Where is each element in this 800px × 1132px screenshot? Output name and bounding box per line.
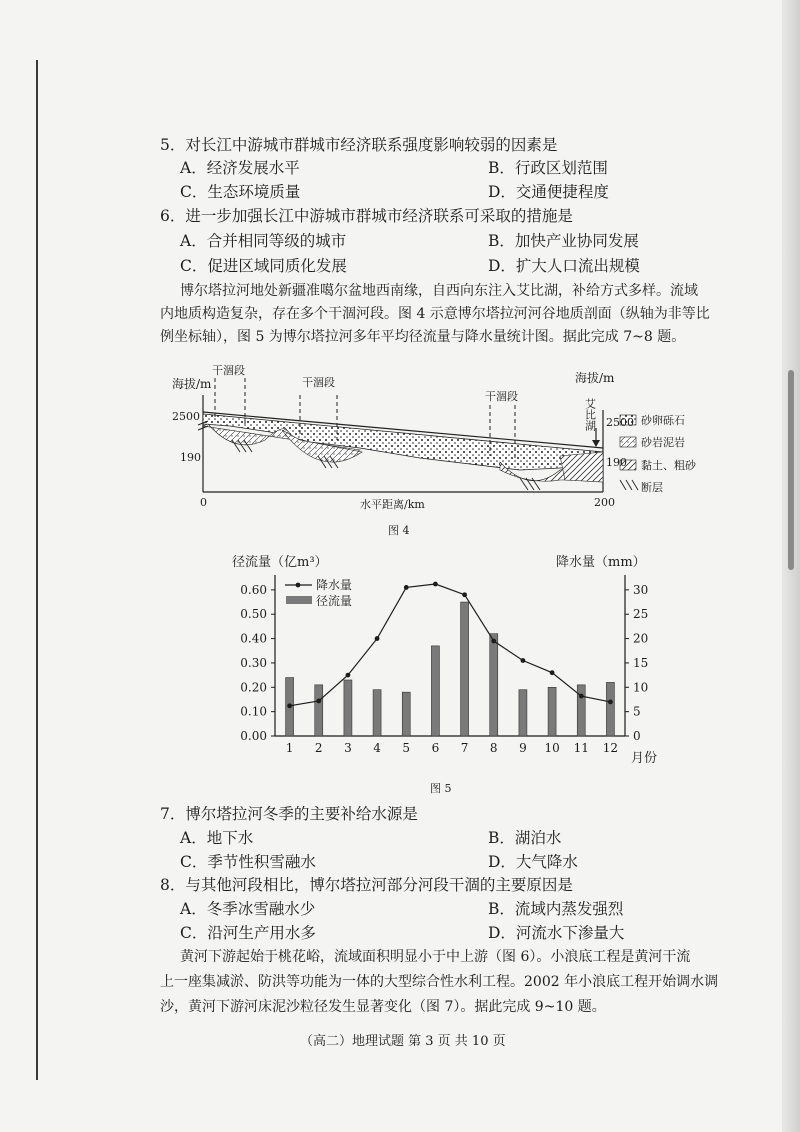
q8-option-b: B．流域内蒸发强烈: [488, 900, 624, 918]
fig4-dry-label-1: 干涸段: [212, 364, 245, 377]
chart-bar-runoff: [344, 680, 352, 736]
chart-ytick-label-right: 15: [633, 655, 649, 670]
q6-option-b: B．加快产业协同发展: [488, 232, 639, 250]
chart-point-precipitation: [491, 639, 496, 644]
fig4-legend-clay: 黏土、粗砂: [641, 459, 696, 472]
fig4-dry-label-2: 干涸段: [302, 376, 335, 389]
chart-bar-runoff: [519, 690, 527, 736]
fig4-ylabel-left: 海拔/m: [172, 377, 212, 391]
fig4-legend-fault: 断层: [641, 481, 663, 494]
fig4-x-end: 200: [594, 496, 615, 509]
q6-option-d: D．扩大人口流出规模: [488, 257, 640, 275]
fig4-legend-sandstone: 砂岩泥岩: [641, 436, 685, 449]
figure-5-chart: [0, 540, 800, 800]
chart-point-precipitation: [462, 592, 467, 597]
chart-ytick-label-left: 0.50: [240, 607, 267, 622]
q6-option-c: C．促进区域同质化发展: [180, 257, 347, 275]
chart-ytick-label-right: 25: [633, 607, 649, 622]
chart-point-precipitation: [375, 636, 380, 641]
fig4-y-high-left: 2500: [172, 410, 200, 423]
passage1-line1: 博尔塔拉河地处新疆准噶尔盆地西南缘，自西向东注入艾比湖，补给方式多样。流域: [180, 283, 698, 299]
chart-point-precipitation: [433, 582, 438, 587]
chart-bar-runoff: [490, 634, 498, 736]
q8-stem: 8．与其他河段相比，博尔塔拉河部分河段干涸的主要原因是: [160, 876, 573, 894]
chart-ytick-label-right: 20: [633, 631, 649, 646]
chart-point-precipitation: [550, 670, 555, 675]
chart-point-precipitation: [521, 658, 526, 663]
q8-option-c: C．沿河生产用水多: [180, 924, 316, 942]
chart-xtick-label: 1: [285, 741, 294, 755]
figure-4-geologic-profile: [0, 0, 800, 540]
chart-ytick-label-right: 0: [633, 729, 641, 743]
q5-option-c: C．生态环境质量: [180, 183, 301, 201]
chart-xtick-label: 12: [602, 741, 619, 755]
fig4-legend-gravel: 砂卵砾石: [641, 414, 685, 427]
q7-option-c: C．季节性积雪融水: [180, 853, 316, 871]
q6-option-a: A．合并相同等级的城市: [180, 232, 347, 250]
chart-xtick-label: 5: [402, 741, 411, 755]
q6-stem: 6．进一步加强长江中游城市群城市经济联系可采取的措施是: [160, 207, 573, 225]
fig4-y-high-right: 2500: [606, 416, 634, 429]
passage2-line2: 上一座集减淤、防洪等功能为一体的大型综合性水利工程。2002 年小浪底工程开始调水调: [160, 974, 719, 990]
chart-point-precipitation: [346, 673, 351, 678]
q5-stem: 5．对长江中游城市群城市经济联系强度影响较弱的因素是: [160, 136, 558, 154]
chart-xtick-label: 7: [460, 741, 469, 755]
q5-option-a: A．经济发展水平: [180, 159, 300, 177]
chart-bar-runoff: [431, 646, 439, 736]
fig4-y-low-left: 190: [180, 451, 201, 464]
passage2-line1: 黄河下游起始于桃花峪，流域面积明显小于中上游（图 6）。小浪底工程是黄河干流: [180, 949, 691, 965]
q7-option-d: D．大气降水: [488, 853, 578, 871]
chart-xtick-label: 2: [314, 741, 323, 755]
passage2-line3: 沙，黄河下游河床泥沙粒径发生显著变化（图 7）。据此完成 9~10 题。: [160, 999, 606, 1015]
chart-bar-runoff: [402, 692, 410, 736]
chart-legend-line: 降水量: [316, 578, 353, 592]
chart-xtick-label: 4: [373, 741, 381, 755]
fig4-dry-label-3: 干涸段: [485, 390, 518, 403]
q8-option-a: A．冬季冰雪融水少: [180, 900, 316, 918]
chart-xtick-label: 9: [519, 741, 527, 755]
chart-xtick-label: 6: [431, 741, 440, 755]
fig4-y-low-right: 190: [606, 456, 627, 469]
chart-ytick-label-left: 0.00: [240, 729, 267, 743]
q5-option-d: D．交通便捷程度: [488, 183, 609, 201]
chart-bar-runoff: [606, 682, 614, 736]
chart-xtick-label: 3: [344, 741, 352, 755]
chart-ytick-label-left: 0.30: [240, 655, 267, 670]
chart-bar-runoff: [577, 685, 585, 736]
chart-bar-runoff: [548, 687, 556, 736]
chart-point-precipitation: [287, 703, 292, 708]
fig4-xlabel: 水平距离/km: [360, 498, 425, 511]
chart-bar-runoff: [315, 685, 323, 736]
chart-ytick-label-left: 0.10: [240, 704, 267, 719]
q7-option-b: B．湖泊水: [488, 829, 562, 847]
chart-ytick-label-left: 0.40: [240, 631, 267, 646]
fig4-ylabel-right: 海拔/m: [575, 371, 615, 385]
chart-ytick-label-right: 10: [633, 680, 649, 695]
q7-option-a: A．地下水: [180, 829, 254, 847]
page-footer: （高二）地理试题 第 3 页 共 10 页: [300, 1034, 506, 1049]
chart-xtick-label: 8: [489, 741, 498, 755]
passage1-line3: 例坐标轴），图 5 为博尔塔拉河多年平均径流量与降水量统计图。据此完成 7~8 题。: [160, 329, 686, 345]
chart-ytick-label-right: 30: [633, 582, 649, 597]
passage1-line2: 内地质构造复杂，存在多个干涸河段。图 4 示意博尔塔拉河河谷地质剖面（纵轴为非等比: [160, 306, 710, 322]
fig5-caption: 图 5: [430, 782, 452, 795]
chart-ytick-label-left: 0.20: [240, 680, 267, 695]
chart-bar-runoff: [461, 602, 469, 736]
q8-option-d: D．河流水下渗量大: [488, 924, 625, 942]
chart-ylabel-left: 径流量（亿m³）: [232, 555, 328, 570]
fig4-lake-label: 艾比湖: [583, 398, 597, 431]
q5-option-b: B．行政区划范围: [488, 159, 608, 177]
chart-ylabel-right: 降水量（mm）: [556, 555, 646, 570]
chart-bar-runoff: [373, 690, 381, 736]
chart-point-precipitation: [579, 694, 584, 699]
chart-point-precipitation: [316, 699, 321, 704]
chart-xtick-label: 11: [573, 741, 589, 755]
fig4-x-start: 0: [200, 496, 207, 509]
q7-stem: 7．博尔塔拉河冬季的主要补给水源是: [160, 805, 418, 823]
chart-xlabel: 月份: [631, 751, 658, 766]
fig4-caption: 图 4: [388, 524, 410, 537]
chart-ytick-label-right: 5: [633, 704, 641, 719]
chart-point-precipitation: [404, 585, 409, 590]
chart-point-precipitation: [608, 700, 613, 705]
chart-ytick-label-left: 0.60: [240, 582, 267, 597]
chart-xtick-label: 10: [544, 741, 560, 755]
chart-legend-bar: 径流量: [316, 594, 353, 608]
